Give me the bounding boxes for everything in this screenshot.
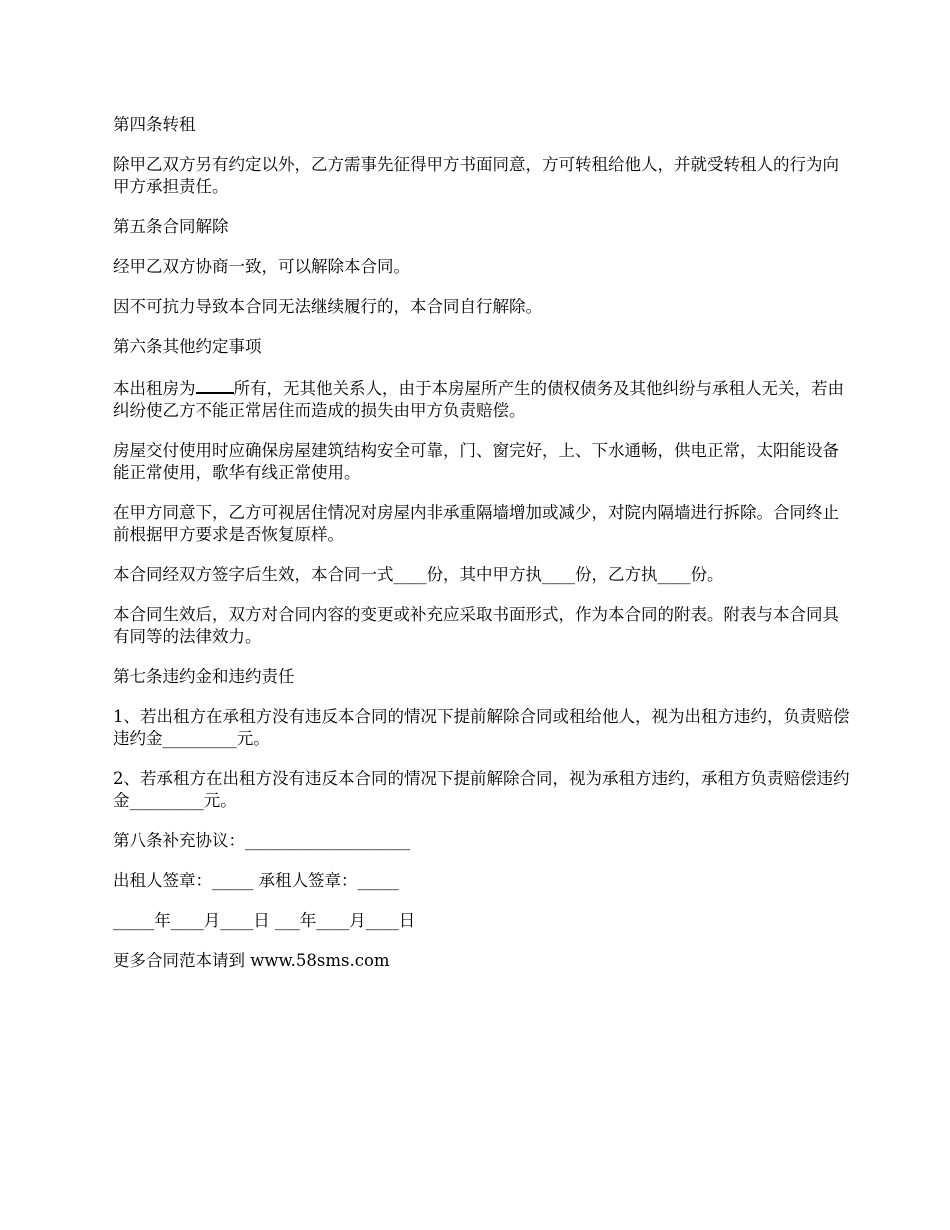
signature-line: 出租人签章：_____ 承租人签章：_____: [113, 871, 399, 890]
article-6-clause-1-end: 所有，无其他关系人，由于本房屋所产生的债权债务及其他纠纷与承租人无关，若由纠纷使乙方不能正常居住而造成的损失由甲方负责赔偿。: [113, 379, 844, 420]
owner-blank: [196, 376, 234, 394]
article-6-clause-1-start: 本出租房为: [113, 379, 196, 398]
article-5-clause-1: 经甲乙双方协商一致，可以解除本合同。: [113, 257, 410, 276]
article-6-clause-2: 房屋交付使用时应确保房屋建筑结构安全可靠，门、窗完好，上、下水通畅，供电正常，太阳能设备能正常使用，歌华有线正常使用。: [113, 441, 839, 482]
article-4-body: 除甲乙双方另有约定以外，乙方需事先征得甲方书面同意，方可转租给他人，并就受转租人的行为向甲方承担责任。: [113, 155, 839, 196]
article-8-supplement: 第八条补充协议：____________________: [113, 831, 410, 850]
article-5-clause-2: 因不可抗力导致本合同无法继续履行的，本合同自行解除。: [113, 297, 542, 316]
article-6-clause-4: 本合同经双方签字后生效，本合同一式____份，其中甲方执____份，乙方执____份。: [113, 565, 724, 584]
article-6-clause-5: 本合同生效后，双方对合同内容的变更或补充应采取书面形式，作为本合同的附表。附表与本合同具有同等的法律效力。: [113, 605, 839, 646]
footer-more-templates: 更多合同范本请到 www.58sms.com: [113, 951, 390, 970]
document-body: [113, 114, 853, 990]
article-4-heading: 第四条转租: [113, 115, 196, 134]
article-6-clause-1: [113, 376, 853, 422]
article-6-heading: 第六条其他约定事项: [113, 337, 262, 356]
article-7-clause-2: 2、若承租方在出租方没有违反本合同的情况下提前解除合同，视为承租方违约，承租方负责赔偿违约金_________元。: [113, 769, 850, 810]
article-5-heading: 第五条合同解除: [113, 217, 229, 236]
date-line: _____年____月____日 ___年____月____日: [113, 911, 416, 930]
article-7-heading: 第七条违约金和违约责任: [113, 667, 295, 686]
article-7-clause-1: 1、若出租方在承租方没有违反本合同的情况下提前解除合同或租给他人，视为出租方违约，负责赔偿违约金_________元。: [113, 707, 850, 748]
article-6-clause-3: 在甲方同意下，乙方可视居住情况对房屋内非承重隔墙增加或减少，对院内隔墙进行拆除。合同终止前根据甲方要求是否恢复原样。: [113, 503, 839, 544]
